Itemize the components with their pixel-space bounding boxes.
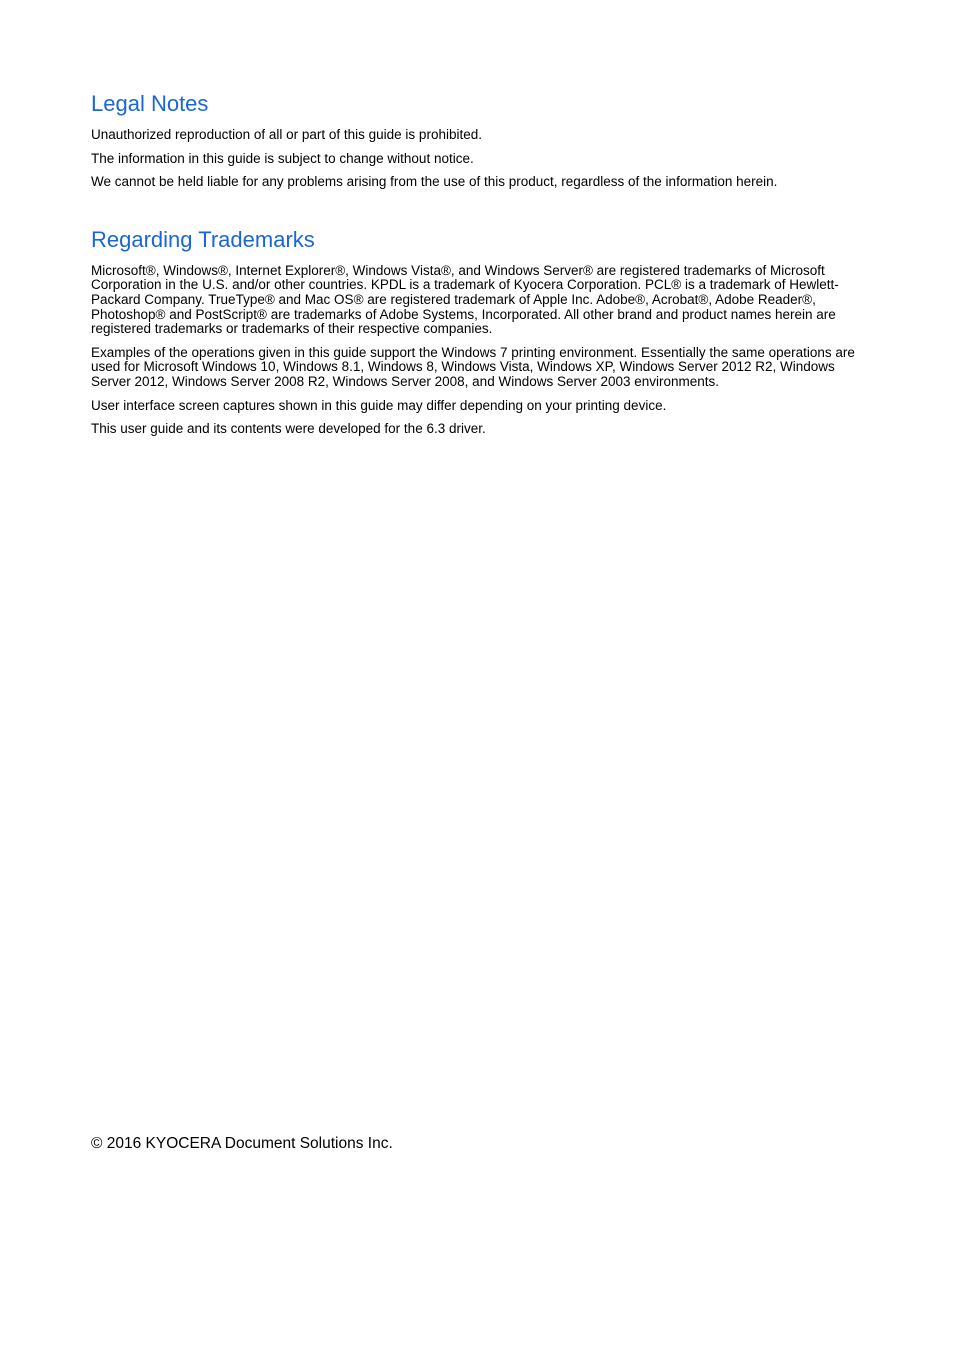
trademarks-paragraph-3: User interface screen captures shown in this guide may differ depending on your printing device.: [91, 397, 667, 413]
legal-paragraph-2: The information in this guide is subject to change without notice.: [91, 150, 474, 166]
trademarks-paragraph-4: This user guide and its contents were developed for the 6.3 driver.: [91, 421, 486, 437]
copyright-notice: © 2016 KYOCERA Document Solutions Inc.: [91, 1135, 393, 1152]
trademarks-paragraph-1: Microsoft®, Windows®, Internet Explorer®, Windows Vista®, and Windows Server® are registered trademarks of Microsoft Corporation in the U.S. and/or other countries. KPDL is a trademark of Kyocera Corporation. PCL® is a trademark of Hewlett-Packard Company. TrueType® and Mac OS® are registered trademark of Apple Inc. Adobe®, Acrobat®, Adobe Reader®, Photoshop® and PostScript® are trademarks of Adobe Systems, Incorporated. All other brand and product names herein are registered trademarks or trademarks of their respective companies.: [91, 262, 839, 337]
legal-paragraph-3: We cannot be held liable for any problems arising from the use of this product, regardless of the information herein.: [91, 174, 778, 190]
page-content: [91, 90, 861, 446]
trademarks-heading: Regarding Trademarks: [91, 226, 315, 252]
legal-notes-section: [91, 90, 861, 190]
trademarks-paragraph-2: Examples of the operations given in this guide support the Windows 7 printing environment. Essentially the same operations are used for Microsoft Windows 10, Windows 8.1, Windows 8, Windows Vista, Windows XP, Windows Server 2012 R2, Windows Server 2012, Windows Server 2008 R2, Windows Server 2008, and Windows Server 2003 environments.: [91, 344, 855, 389]
trademarks-section: [91, 226, 861, 437]
legal-notes-heading: Legal Notes: [91, 91, 209, 116]
legal-paragraph-1: Unauthorized reproduction of all or part of this guide is prohibited.: [91, 127, 482, 142]
